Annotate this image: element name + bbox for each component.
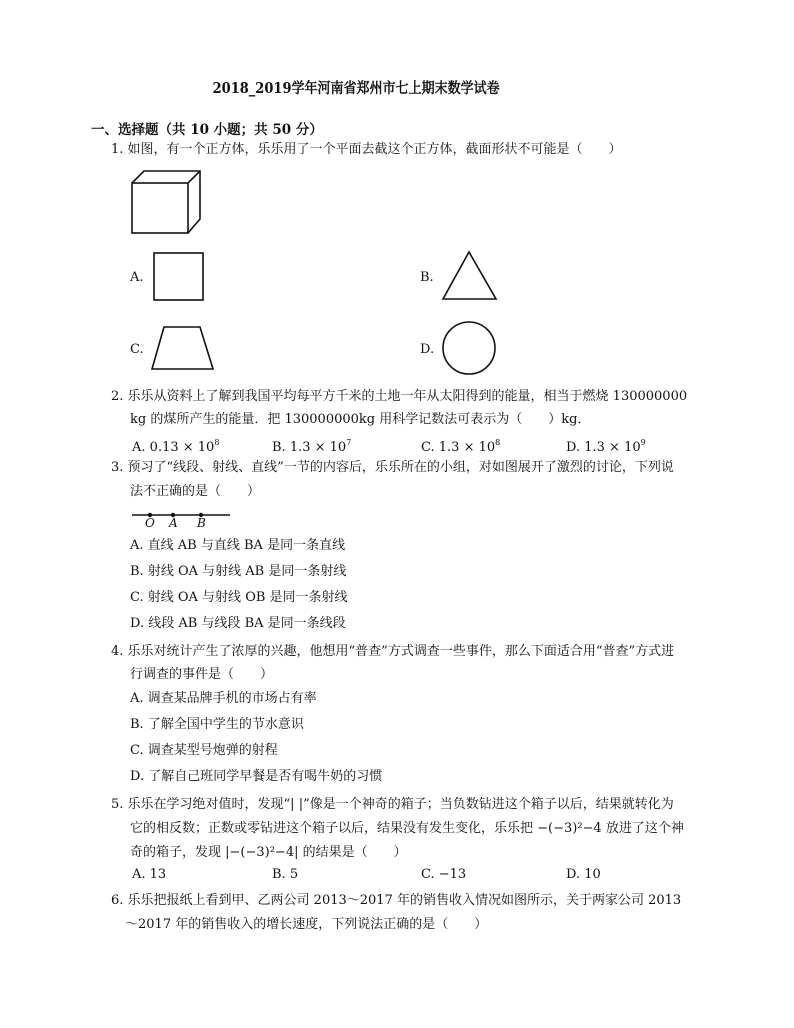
question-1-option-a-label: A. <box>130 270 144 285</box>
question-3-option-b: B. 射线 OA 与射线 AB 是同一条射线 <box>130 564 347 579</box>
question-6-line-1: 6. 乐乐把报纸上看到甲、乙两公司 2013～2017 年的销售收入情况如图所示，关于两家公司 2013 <box>111 893 682 908</box>
question-4-option-b: B. 了解全国中学生的节水意识 <box>130 717 304 732</box>
point-a-label: A <box>169 516 178 530</box>
triangle-shape <box>441 250 499 302</box>
point-o-label: O <box>145 516 155 530</box>
question-4-option-d: D. 了解自己班同学早餐是否有喝牛奶的习惯 <box>130 769 383 784</box>
question-3-option-a: A. 直线 AB 与直线 BA 是同一条直线 <box>130 538 346 553</box>
question-5-option-d: D. 10 <box>566 867 601 882</box>
question-5-line-3: 奇的箱子，发现 |−(−3)²−4| 的结果是（ ） <box>130 845 407 860</box>
page-title: 2018_2019学年河南省郑州市七上期末数学试卷 <box>212 80 500 97</box>
question-4-option-c: C. 调查某型号炮弹的射程 <box>130 743 278 758</box>
question-1-option-b-label: B. <box>420 270 434 285</box>
circle-shape <box>441 320 497 376</box>
question-1-text: 1. 如图，有一个正方体，乐乐用了一个平面去截这个正方体，截面形状不可能是（ ） <box>111 142 622 157</box>
question-5-option-c: C. −13 <box>421 867 467 882</box>
square-shape <box>153 252 205 302</box>
question-2-line-2: kg 的煤所产生的能量．把 130000000kg 用科学记数法可表示为（ ）kg． <box>130 412 591 427</box>
cube-figure <box>130 169 210 235</box>
question-2-option-c: C. $1.3 \times 10^8$ <box>421 438 501 455</box>
question-3-line-1: 3. 预习了“线段、射线、直线”一节的内容后，乐乐所在的小组，对如图展开了激烈的讨论，下列说 <box>111 460 674 475</box>
question-3-option-d: D. 线段 AB 与线段 BA 是同一条线段 <box>130 616 346 631</box>
question-2-option-a: A. $0.13 \times 10^8$ <box>132 438 220 455</box>
trapezoid-shape <box>150 325 216 371</box>
question-3-line-2: 法不正确的是（ ） <box>130 484 261 499</box>
question-1-option-d-label: D. <box>420 342 435 357</box>
section-heading: 一、选择题（共 10 小题；共 50 分） <box>91 122 323 138</box>
question-6-line-2: ～2017 年的销售收入的增长速度，下列说法正确的是（ ） <box>125 917 488 932</box>
question-2-line-1: 2. 乐乐从资料上了解到我国平均每平方千米的土地一年从太阳得到的能量，相当于燃烧 130000000 <box>111 389 688 404</box>
question-4-line-1: 4. 乐乐对统计产生了浓厚的兴趣，他想用“普查”方式调查一些事件，那么下面适合用“普查”方式进 <box>111 644 675 659</box>
question-4-option-a: A. 调查某品牌手机的市场占有率 <box>130 691 317 706</box>
question-5-option-b: B. 5 <box>272 867 299 882</box>
question-3-option-c: C. 射线 OA 与射线 OB 是同一条射线 <box>130 590 348 605</box>
question-5-line-1: 5. 乐乐在学习绝对值时，发现“| |”像是一个神奇的箱子；当负数钻进这个箱子以后，结果就转化为 <box>111 797 674 812</box>
question-2-option-d: D. $1.3 \times 10^9$ <box>566 438 646 455</box>
question-4-line-2: 行调查的事件是（ ） <box>130 667 274 682</box>
question-1-option-c-label: C. <box>130 342 144 357</box>
question-2-option-b: B. $1.3 \times 10^7$ <box>272 438 352 455</box>
question-5-line-2: 它的相反数；正数或零钻进这个箱子以后，结果没有发生变化，乐乐把 −(−3)²−4 放进了这个神 <box>130 821 684 836</box>
point-b-label: B <box>197 516 206 530</box>
question-5-option-a: A. 13 <box>132 867 167 882</box>
